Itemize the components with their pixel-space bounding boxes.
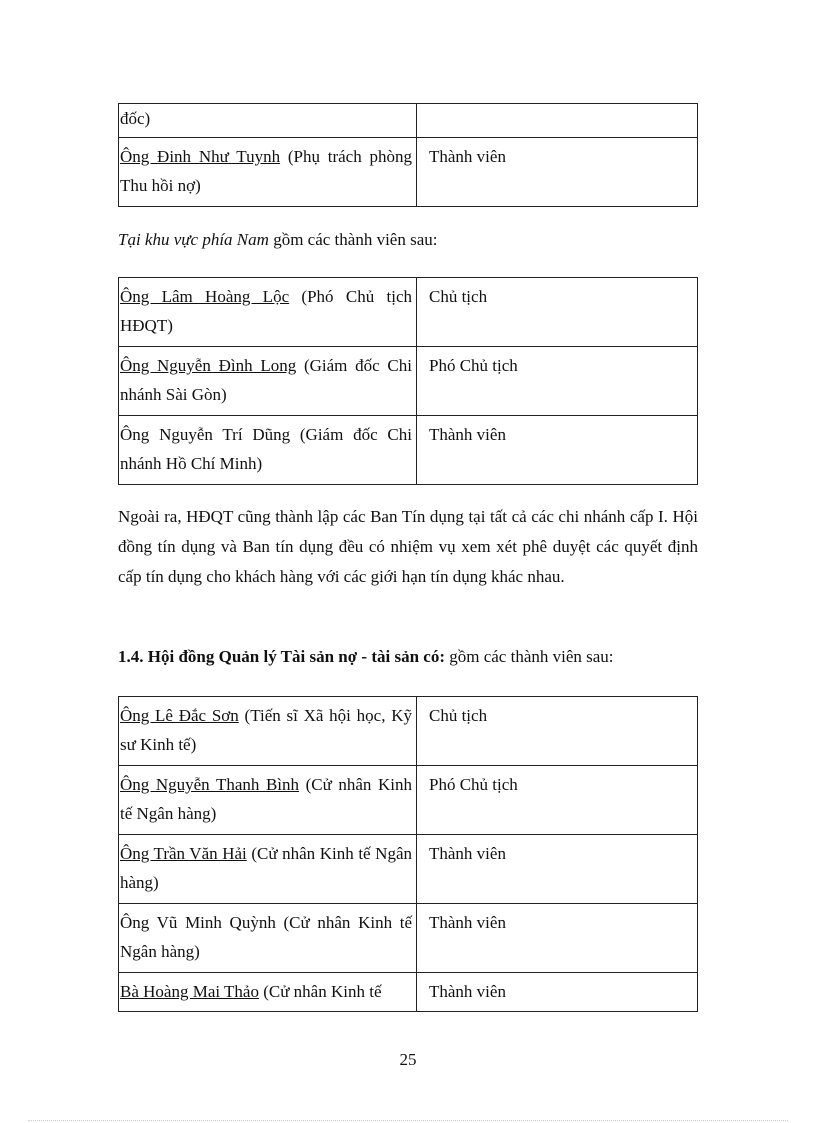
role-cell bbox=[417, 278, 698, 347]
member-name: Bà Hoàng Mai Thảo bbox=[120, 982, 259, 1001]
member-cell bbox=[119, 973, 417, 1012]
role-cell bbox=[417, 766, 698, 835]
member-description: Ông Nguyễn Trí Dũng (Giám đốc Chi nhánh Hồ Chí Minh) bbox=[120, 425, 412, 473]
section-intro: gồm các thành viên sau: bbox=[444, 647, 614, 666]
member-role: Chủ tịch bbox=[429, 706, 488, 725]
member-role: Phó Chủ tịch bbox=[429, 356, 518, 375]
member-name: Ông Nguyễn Đình Long bbox=[120, 356, 297, 375]
member-name: Ông Nguyễn Thanh Bình bbox=[120, 775, 300, 794]
member-cell bbox=[119, 347, 417, 416]
member-role: Thành viên bbox=[429, 147, 506, 166]
member-role: Thành viên bbox=[429, 844, 506, 863]
member-name: Ông Đinh Như Tuynh bbox=[120, 147, 281, 166]
table-row bbox=[119, 138, 698, 207]
members-table-south bbox=[118, 277, 698, 485]
member-description: (Cử nhân Kinh tế bbox=[258, 982, 382, 1001]
section-title: 1.4. Hội đồng Quản lý Tài sản nợ - tài sản có: bbox=[118, 647, 445, 666]
role-cell bbox=[417, 347, 698, 416]
member-description: Ông Vũ Minh Quỳnh (Cử nhân Kinh tế Ngân hàng) bbox=[120, 913, 412, 961]
page-bottom-divider bbox=[28, 1120, 788, 1121]
member-cell bbox=[119, 904, 417, 973]
member-description: (Tiến sĩ Xã hội học, Kỹ sư Kinh tế) bbox=[120, 706, 412, 754]
member-description: đốc) bbox=[120, 109, 151, 128]
page-number: 25 bbox=[399, 1050, 417, 1069]
member-description: (Cử nhân Kinh tế Ngân hàng) bbox=[120, 775, 412, 823]
role-cell bbox=[417, 104, 698, 138]
member-cell bbox=[119, 416, 417, 485]
member-description: (Cử nhân Kinh tế Ngân hàng) bbox=[120, 844, 412, 892]
member-role: Thành viên bbox=[429, 425, 506, 444]
member-cell bbox=[119, 835, 417, 904]
members-table-north-continued bbox=[118, 103, 698, 207]
role-cell bbox=[417, 973, 698, 1012]
table-row bbox=[119, 766, 698, 835]
credit-committee-paragraph: Ngoài ra, HĐQT cũng thành lập các Ban Tín dụng tại tất cả các chi nhánh cấp I. Hội đồng tín dụng và Ban tín dụng đều có nhiệm vụ xem xét phê duyệt các quyết định cấp tín dụng cho khách hàng với các giới hạn tín dụng khác nhau. bbox=[118, 507, 698, 586]
role-cell bbox=[417, 697, 698, 766]
south-region-intro bbox=[118, 225, 698, 255]
member-cell bbox=[119, 278, 417, 347]
table-row bbox=[119, 835, 698, 904]
member-role: Chủ tịch bbox=[429, 287, 488, 306]
member-role: Phó Chủ tịch bbox=[429, 775, 518, 794]
table-row bbox=[119, 904, 698, 973]
member-cell bbox=[119, 697, 417, 766]
member-cell bbox=[119, 138, 417, 207]
section-heading bbox=[118, 642, 718, 672]
member-role: Thành viên bbox=[429, 913, 506, 932]
role-cell bbox=[417, 416, 698, 485]
member-cell bbox=[119, 766, 417, 835]
table-row bbox=[119, 697, 698, 766]
member-role: Thành viên bbox=[429, 982, 506, 1001]
member-name: Ông Trần Văn Hải bbox=[120, 844, 247, 863]
member-name: Ông Lê Đắc Sơn bbox=[120, 706, 239, 725]
member-description: (Phó Chủ tịch HĐQT) bbox=[120, 287, 413, 335]
role-cell bbox=[417, 904, 698, 973]
member-description: (Phụ trách phòng Thu hồi nợ) bbox=[120, 147, 412, 195]
table-row bbox=[119, 278, 698, 347]
role-cell bbox=[417, 835, 698, 904]
role-cell bbox=[417, 138, 698, 207]
table-row bbox=[119, 973, 698, 1012]
table-row bbox=[119, 104, 698, 138]
intro-text: gồm các thành viên sau: bbox=[268, 230, 438, 249]
members-table-alco bbox=[118, 696, 698, 1012]
member-name: Ông Lâm Hoàng Lộc bbox=[120, 287, 290, 306]
table-row bbox=[119, 416, 698, 485]
member-description: (Giám đốc Chi nhánh Sài Gòn) bbox=[120, 356, 412, 404]
table-row bbox=[119, 347, 698, 416]
region-label: Tại khu vực phía Nam bbox=[118, 230, 269, 249]
member-cell bbox=[119, 104, 417, 138]
